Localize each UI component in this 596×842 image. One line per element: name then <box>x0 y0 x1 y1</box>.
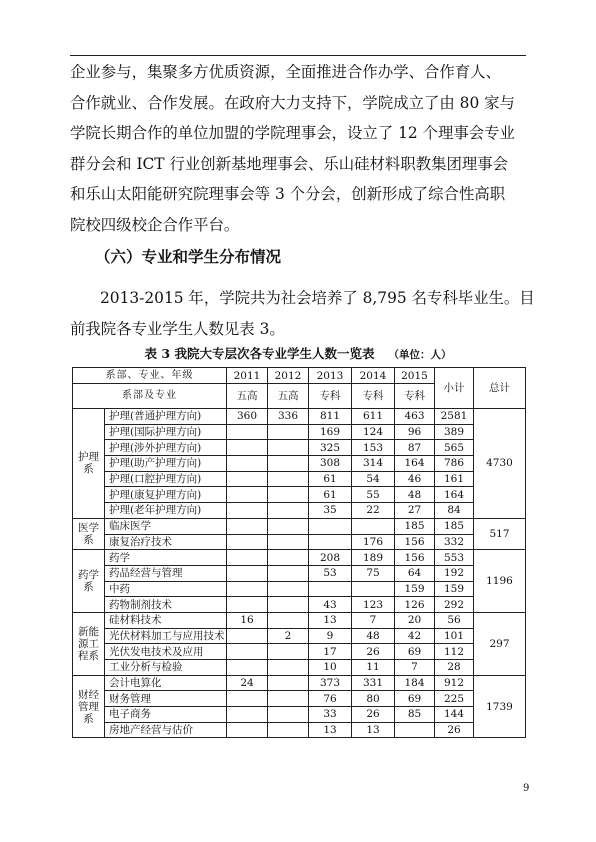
level-header: 专科 <box>352 384 395 409</box>
count-cell <box>227 424 268 440</box>
count-cell: 144 <box>435 707 474 723</box>
count-cell <box>227 456 268 472</box>
count-cell: 26 <box>352 644 395 660</box>
count-cell: 84 <box>435 503 474 519</box>
count-cell <box>227 550 268 566</box>
count-cell: 336 <box>268 409 309 425</box>
count-cell <box>352 581 395 597</box>
paragraph-line: 合作就业、合作发展。在政府大力支持下，学院成立了由 80 家与 <box>70 93 515 112</box>
count-cell <box>268 660 309 676</box>
count-cell <box>268 550 309 566</box>
table-row <box>73 581 526 597</box>
count-cell <box>268 518 309 534</box>
count-cell: 53 <box>309 565 352 581</box>
count-cell: 185 <box>395 518 435 534</box>
paragraph-line: 院校四级校企合作平台。 <box>70 215 240 234</box>
count-cell: 26 <box>435 722 474 738</box>
section-heading: （六）专业和学生分布情况 <box>95 247 282 266</box>
count-cell: 55 <box>352 487 395 503</box>
count-cell: 184 <box>395 675 435 691</box>
count-cell <box>268 612 309 628</box>
count-cell: 61 <box>309 471 352 487</box>
major-cell: 药学 <box>105 550 227 566</box>
major-cell: 护理(老年护理方向) <box>105 503 227 519</box>
count-cell: 126 <box>395 597 435 613</box>
paragraph-line: 群分会和 ICT 行业创新基地理事会、乐山硅材料职教集团理事会 <box>70 154 509 173</box>
count-cell: 553 <box>435 550 474 566</box>
count-cell <box>227 722 268 738</box>
year-header: 2011 <box>227 368 268 384</box>
major-cell: 电子商务 <box>105 707 227 723</box>
paragraph-line: 2013-2015 年，学院共为社会培养了 8,795 名专科毕业生。目 <box>100 289 535 307</box>
count-cell: 208 <box>309 550 352 566</box>
year-header: 2012 <box>268 368 309 384</box>
count-cell: 7 <box>352 612 395 628</box>
paragraph-line: 企业参与，集聚多方优质资源，全面推进合作办学、合作育人、 <box>70 63 501 81</box>
count-cell <box>268 440 309 456</box>
count-cell: 164 <box>395 456 435 472</box>
count-cell: 811 <box>309 409 352 425</box>
count-cell <box>227 707 268 723</box>
count-cell: 786 <box>435 456 474 472</box>
department-cell: 新能源工程系 <box>73 612 105 675</box>
table-row <box>73 675 526 691</box>
table-title: 表 3 我院大专层次各专业学生人数一览表 <box>144 346 375 361</box>
table-row <box>73 628 526 644</box>
count-cell: 16 <box>227 612 268 628</box>
count-cell: 292 <box>435 597 474 613</box>
count-cell: 87 <box>395 440 435 456</box>
count-cell <box>268 534 309 550</box>
year-header: 2015 <box>395 368 435 384</box>
department-total-cell: 4730 <box>474 409 526 519</box>
paragraph-2 <box>70 283 535 344</box>
count-cell: 389 <box>435 424 474 440</box>
header-row-years <box>73 368 526 384</box>
count-cell: 101 <box>435 628 474 644</box>
count-cell: 48 <box>395 487 435 503</box>
count-cell: 156 <box>395 550 435 566</box>
count-cell <box>268 456 309 472</box>
count-cell <box>268 675 309 691</box>
major-cell: 护理(普通护理方向) <box>105 409 227 425</box>
count-cell <box>268 424 309 440</box>
major-cell: 硅材料技术 <box>105 612 227 628</box>
department-total-cell: 297 <box>474 612 526 675</box>
major-cell: 护理(助产护理方向) <box>105 456 227 472</box>
count-cell: 164 <box>435 487 474 503</box>
count-cell <box>352 518 395 534</box>
table-row <box>73 440 526 456</box>
count-cell: 331 <box>352 675 395 691</box>
count-cell <box>309 534 352 550</box>
count-cell <box>268 722 309 738</box>
paragraph-line: 前我院各专业学生人数见表 3。 <box>70 319 285 338</box>
count-cell: 463 <box>395 409 435 425</box>
department-total-cell: 1739 <box>474 675 526 738</box>
department-cell: 药学系 <box>73 550 105 613</box>
count-cell: 56 <box>435 612 474 628</box>
count-cell <box>268 691 309 707</box>
count-cell <box>227 597 268 613</box>
header-diagonal-top: 系部、专业、年级 <box>73 368 227 384</box>
count-cell <box>227 660 268 676</box>
major-cell: 会计电算化 <box>105 675 227 691</box>
count-cell: 64 <box>395 565 435 581</box>
year-header: 2013 <box>309 368 352 384</box>
count-cell: 611 <box>352 409 395 425</box>
count-cell: 189 <box>352 550 395 566</box>
major-cell: 房地产经营与估价 <box>105 722 227 738</box>
count-cell <box>227 565 268 581</box>
count-cell: 42 <box>395 628 435 644</box>
paragraph-1 <box>70 57 530 240</box>
count-cell: 360 <box>227 409 268 425</box>
major-cell: 临床医学 <box>105 518 227 534</box>
table-row <box>73 612 526 628</box>
count-cell: 75 <box>352 565 395 581</box>
count-cell <box>268 565 309 581</box>
count-cell <box>227 471 268 487</box>
count-cell <box>395 722 435 738</box>
count-cell <box>309 518 352 534</box>
count-cell: 96 <box>395 424 435 440</box>
count-cell: 10 <box>309 660 352 676</box>
count-cell: 159 <box>435 581 474 597</box>
level-header: 五高 <box>268 384 309 409</box>
count-cell <box>268 503 309 519</box>
major-cell: 护理(涉外护理方向) <box>105 440 227 456</box>
count-cell: 176 <box>352 534 395 550</box>
count-cell <box>227 518 268 534</box>
major-cell: 财务管理 <box>105 691 227 707</box>
table-row <box>73 691 526 707</box>
count-cell: 48 <box>352 628 395 644</box>
count-cell <box>227 503 268 519</box>
count-cell: 153 <box>352 440 395 456</box>
count-cell: 325 <box>309 440 352 456</box>
count-cell: 43 <box>309 597 352 613</box>
table-row <box>73 456 526 472</box>
count-cell <box>227 440 268 456</box>
count-cell: 169 <box>309 424 352 440</box>
count-cell: 13 <box>309 722 352 738</box>
department-total-cell: 517 <box>474 518 526 549</box>
count-cell <box>227 691 268 707</box>
major-cell: 护理(口腔护理方向) <box>105 471 227 487</box>
count-cell: 308 <box>309 456 352 472</box>
count-cell: 69 <box>395 691 435 707</box>
level-header: 五高 <box>227 384 268 409</box>
count-cell: 314 <box>352 456 395 472</box>
year-header: 2014 <box>352 368 395 384</box>
count-cell <box>268 487 309 503</box>
count-cell <box>227 487 268 503</box>
count-cell: 22 <box>352 503 395 519</box>
count-cell <box>227 534 268 550</box>
major-cell: 工业分析与检验 <box>105 660 227 676</box>
department-cell: 护理系 <box>73 409 105 519</box>
major-cell: 光伏发电技术及应用 <box>105 644 227 660</box>
table-row <box>73 550 526 566</box>
count-cell: 69 <box>395 644 435 660</box>
table-row <box>73 424 526 440</box>
count-cell <box>268 644 309 660</box>
table-row <box>73 471 526 487</box>
major-cell: 光伏材料加工与应用技术 <box>105 628 227 644</box>
level-header: 专科 <box>309 384 352 409</box>
count-cell: 54 <box>352 471 395 487</box>
count-cell: 123 <box>352 597 395 613</box>
count-cell: 13 <box>352 722 395 738</box>
major-cell: 中药 <box>105 581 227 597</box>
count-cell: 46 <box>395 471 435 487</box>
department-cell: 医学系 <box>73 518 105 549</box>
table-row <box>73 597 526 613</box>
count-cell: 124 <box>352 424 395 440</box>
page-number: 9 <box>523 783 530 794</box>
count-cell: 912 <box>435 675 474 691</box>
count-cell: 33 <box>309 707 352 723</box>
count-cell: 11 <box>352 660 395 676</box>
count-cell <box>268 597 309 613</box>
count-cell: 7 <box>395 660 435 676</box>
table-row <box>73 707 526 723</box>
count-cell: 61 <box>309 487 352 503</box>
count-cell <box>227 581 268 597</box>
count-cell: 13 <box>309 612 352 628</box>
table-row <box>73 518 526 534</box>
count-cell: 17 <box>309 644 352 660</box>
count-cell: 76 <box>309 691 352 707</box>
count-cell: 225 <box>435 691 474 707</box>
count-cell: 2 <box>268 628 309 644</box>
count-cell: 24 <box>227 675 268 691</box>
table-row <box>73 409 526 425</box>
count-cell <box>227 644 268 660</box>
table-row <box>73 565 526 581</box>
header-rule <box>70 55 526 56</box>
paragraph-line: 和乐山太阳能研究院理事会等 3 个分会，创新形成了综合性高职 <box>70 185 506 203</box>
student-count-table <box>72 367 526 738</box>
count-cell <box>268 471 309 487</box>
total-header: 总计 <box>474 368 526 409</box>
count-cell: 28 <box>435 660 474 676</box>
table-row <box>73 487 526 503</box>
department-cell: 财经管理系 <box>73 675 105 738</box>
table-caption <box>0 344 596 362</box>
count-cell: 85 <box>395 707 435 723</box>
count-cell: 185 <box>435 518 474 534</box>
count-cell: 26 <box>352 707 395 723</box>
count-cell <box>268 581 309 597</box>
count-cell: 112 <box>435 644 474 660</box>
department-total-cell: 1196 <box>474 550 526 613</box>
header-diagonal-bottom: 系部及专业 <box>73 384 227 409</box>
table-unit: （单位：人） <box>388 349 452 361</box>
count-cell: 373 <box>309 675 352 691</box>
major-cell: 药品经营与管理 <box>105 565 227 581</box>
count-cell: 9 <box>309 628 352 644</box>
count-cell: 161 <box>435 471 474 487</box>
level-header: 专科 <box>395 384 435 409</box>
major-cell: 药物制剂技术 <box>105 597 227 613</box>
major-cell: 护理(国际护理方向) <box>105 424 227 440</box>
count-cell: 20 <box>395 612 435 628</box>
count-cell <box>227 628 268 644</box>
subtotal-header: 小计 <box>435 368 474 409</box>
count-cell: 35 <box>309 503 352 519</box>
major-cell: 康复治疗技术 <box>105 534 227 550</box>
table-row <box>73 644 526 660</box>
count-cell: 565 <box>435 440 474 456</box>
table-row <box>73 534 526 550</box>
table-row <box>73 503 526 519</box>
count-cell <box>309 581 352 597</box>
count-cell: 332 <box>435 534 474 550</box>
table-row <box>73 722 526 738</box>
count-cell: 159 <box>395 581 435 597</box>
major-cell: 护理(康复护理方向) <box>105 487 227 503</box>
paragraph-line: 学院长期合作的单位加盟的学院理事会，设立了 12 个理事会专业 <box>70 124 515 142</box>
table-row <box>73 660 526 676</box>
table-body <box>73 368 526 738</box>
count-cell: 80 <box>352 691 395 707</box>
count-cell: 192 <box>435 565 474 581</box>
count-cell <box>268 707 309 723</box>
count-cell: 27 <box>395 503 435 519</box>
count-cell: 156 <box>395 534 435 550</box>
count-cell: 2581 <box>435 409 474 425</box>
